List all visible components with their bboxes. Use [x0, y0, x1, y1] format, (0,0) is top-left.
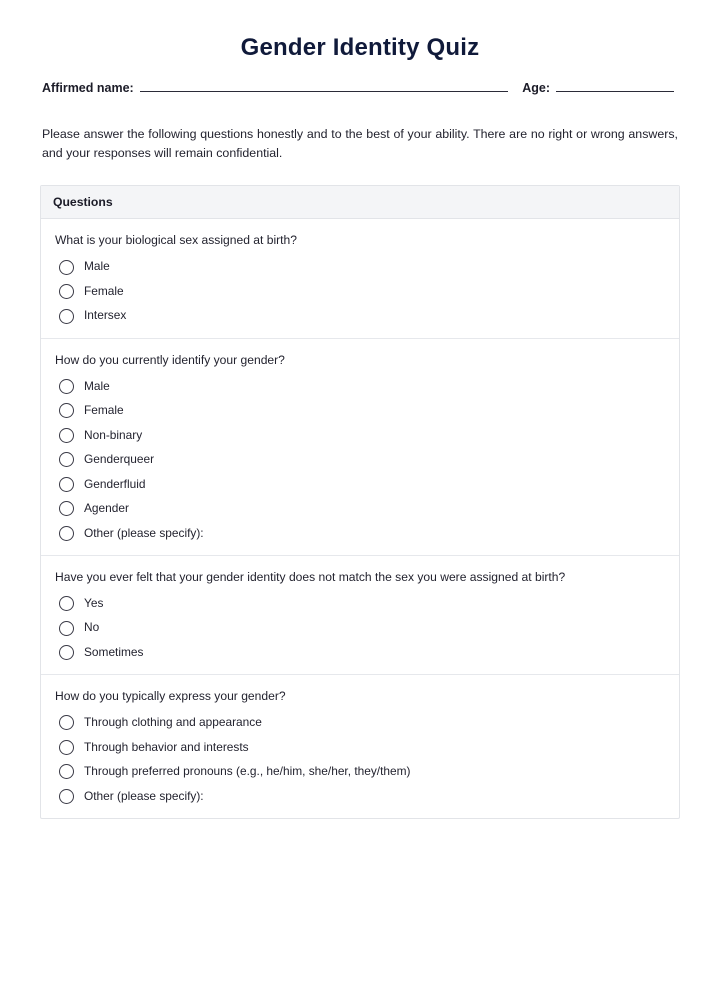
radio-icon[interactable]	[59, 764, 74, 779]
option-label: Through clothing and appearance	[84, 715, 262, 730]
radio-icon[interactable]	[59, 284, 74, 299]
option-label: Genderqueer	[84, 452, 155, 467]
option-label: Other (please specify):	[84, 525, 204, 540]
option-label: Sometimes	[84, 644, 144, 659]
affirmed-name-input[interactable]	[140, 80, 509, 92]
radio-icon[interactable]	[59, 501, 74, 516]
question-block	[41, 339, 679, 556]
option-row[interactable]	[59, 284, 667, 299]
option-label: Agender	[84, 501, 129, 516]
option-label: No	[84, 620, 100, 635]
option-row[interactable]	[59, 379, 667, 394]
radio-icon[interactable]	[59, 740, 74, 755]
radio-icon[interactable]	[59, 428, 74, 443]
radio-icon[interactable]	[59, 260, 74, 275]
option-label: Female	[84, 403, 124, 418]
radio-icon[interactable]	[59, 789, 74, 804]
option-row[interactable]	[59, 789, 667, 804]
radio-icon[interactable]	[59, 596, 74, 611]
option-row[interactable]	[59, 477, 667, 492]
questions-table	[40, 185, 680, 819]
question-block	[41, 556, 679, 675]
option-label: Yes	[84, 595, 104, 610]
question-text: What is your biological sex assigned at birth?	[55, 233, 297, 248]
radio-icon[interactable]	[59, 715, 74, 730]
option-label: Male	[84, 378, 110, 393]
option-row[interactable]	[59, 403, 667, 418]
affirmed-name-label: Affirmed name:	[42, 81, 134, 95]
option-row[interactable]	[59, 740, 667, 755]
question-text: How do you typically express your gender?	[55, 689, 286, 704]
radio-icon[interactable]	[59, 309, 74, 324]
option-label: Other (please specify):	[84, 788, 204, 803]
option-label: Male	[84, 259, 110, 274]
radio-icon[interactable]	[59, 526, 74, 541]
question-block	[41, 675, 679, 818]
option-label: Through behavior and interests	[84, 739, 249, 754]
option-row[interactable]	[59, 764, 667, 779]
question-text: Have you ever felt that your gender identity does not match the sex you were assigned at birth?	[55, 569, 566, 584]
radio-icon[interactable]	[59, 477, 74, 492]
option-label: Through preferred pronouns (e.g., he/him, she/her, they/them)	[84, 764, 411, 779]
option-row[interactable]	[59, 596, 667, 611]
option-row[interactable]	[59, 501, 667, 516]
question-text: How do you currently identify your gender?	[55, 352, 285, 367]
radio-icon[interactable]	[59, 379, 74, 394]
radio-icon[interactable]	[59, 452, 74, 467]
option-row[interactable]	[59, 645, 667, 660]
page-title: Gender Identity Quiz	[240, 34, 480, 61]
age-input[interactable]	[556, 80, 674, 92]
instructions-text: Please answer the following questions honestly and to the best of your ability. There are no right or wrong answers, and your responses will remain confidential.	[42, 127, 678, 161]
option-label: Genderfluid	[84, 476, 146, 491]
option-row[interactable]	[59, 308, 667, 323]
option-row[interactable]	[59, 259, 667, 274]
age-label: Age:	[522, 81, 550, 95]
question-block	[41, 219, 679, 338]
option-row[interactable]	[59, 526, 667, 541]
option-row[interactable]	[59, 452, 667, 467]
option-row[interactable]	[59, 620, 667, 635]
option-row[interactable]	[59, 428, 667, 443]
option-label: Female	[84, 283, 124, 298]
option-row[interactable]	[59, 715, 667, 730]
questions-table-header: Questions	[41, 186, 679, 219]
radio-icon[interactable]	[59, 403, 74, 418]
radio-icon[interactable]	[59, 645, 74, 660]
identity-fields-row	[40, 80, 680, 95]
radio-icon[interactable]	[59, 621, 74, 636]
option-label: Intersex	[84, 308, 127, 323]
option-label: Non-binary	[84, 427, 143, 442]
